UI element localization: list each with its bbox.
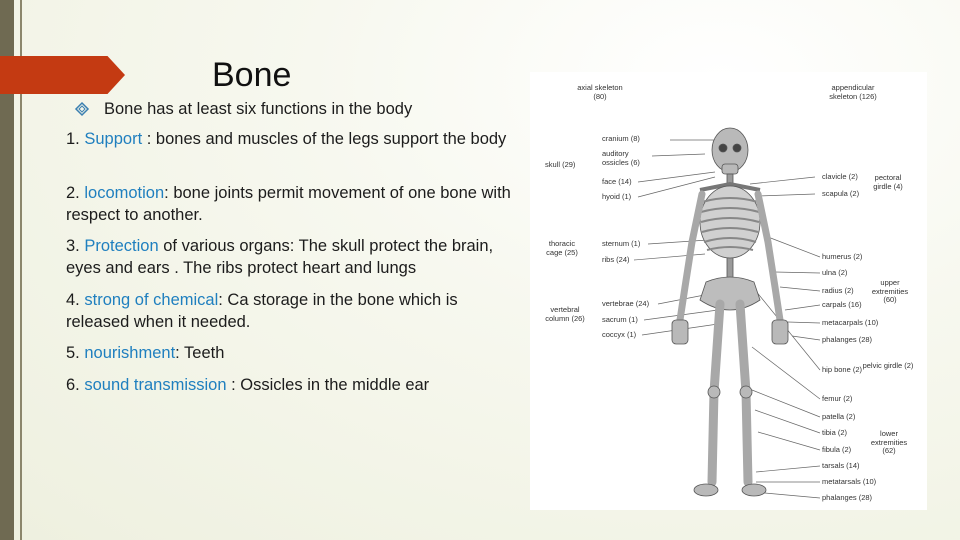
function-item-4	[66, 289, 521, 333]
label-humerus: humerus (2)	[822, 252, 863, 261]
function-keyword: sound transmission	[84, 376, 227, 394]
label-pectoral: pectoral girdle (4)	[873, 173, 903, 191]
label-ulna: ulna (2)	[822, 268, 848, 277]
function-text: of various organs: The skull protect the brain, eyes and ears . The ribs protect heart and lungs	[66, 237, 494, 277]
label-sacrum: sacrum (1)	[602, 315, 638, 324]
function-text: : Ca storage in the bone which is released when it needed.	[66, 291, 458, 331]
diamond-bullet-icon	[74, 101, 90, 117]
label-auditory: auditory ossicles (6)	[602, 149, 640, 167]
label-face: face (14)	[602, 177, 632, 186]
function-text: : bones and muscles of the legs support the body	[142, 130, 507, 148]
label-axial: axial skeleton (80)	[577, 83, 623, 101]
function-number: 2.	[66, 184, 80, 202]
label-carpals: carpals (16)	[822, 300, 862, 309]
function-number: 4.	[66, 291, 80, 309]
label-sternum: sternum (1)	[602, 239, 641, 248]
function-keyword: locomotion	[84, 184, 165, 202]
label-hyoid: hyoid (1)	[602, 192, 632, 201]
title-accent-tab	[0, 56, 125, 94]
label-tibia: tibia (2)	[822, 428, 848, 437]
function-keyword: nourishment	[84, 344, 176, 362]
label-skull: skull (29)	[545, 160, 576, 169]
intro-bullet	[74, 98, 412, 120]
label-clavicle: clavicle (2)	[822, 172, 858, 181]
function-number: 3.	[66, 237, 80, 255]
label-lower: lower extremities (62)	[870, 429, 908, 455]
label-vertebral: vertebral column (26)	[545, 305, 585, 323]
label-radius: radius (2)	[822, 286, 854, 295]
label-tarsals: tarsals (14)	[822, 461, 860, 470]
label-cranium: cranium (8)	[602, 134, 640, 143]
function-keyword: strong of chemical	[84, 291, 219, 309]
function-number: 6.	[66, 376, 80, 394]
label-phalanges-foot: phalanges (28)	[822, 493, 873, 502]
intro-text: Bone has at least six functions in the body	[104, 100, 413, 118]
label-hipbone: hip bone (2)	[822, 365, 863, 374]
function-item-1	[66, 128, 521, 150]
function-number: 1.	[66, 130, 80, 148]
function-item-6	[66, 374, 521, 396]
skeleton-figure	[530, 72, 927, 510]
label-metacarpals: metacarpals (10)	[822, 318, 879, 327]
label-phalanges-hand: phalanges (28)	[822, 335, 873, 344]
label-vertebrae: vertebrae (24)	[602, 299, 650, 308]
label-thoracic: thoracic cage (25)	[546, 239, 578, 257]
label-femur: femur (2)	[822, 394, 853, 403]
function-text: : Ossicles in the middle ear	[226, 376, 430, 394]
label-ribs: ribs (24)	[602, 255, 630, 264]
label-coccyx: coccyx (1)	[602, 330, 637, 339]
function-item-5	[66, 342, 521, 364]
function-text: : bone joints permit movement of one bone with respect to another.	[66, 184, 511, 224]
function-item-3	[66, 235, 521, 279]
function-number: 5.	[66, 344, 80, 362]
label-appendicular: appendicular skeleton (126)	[829, 83, 877, 101]
label-upper: upper extremities (60)	[871, 278, 909, 304]
function-text: : Teeth	[175, 344, 225, 362]
function-keyword: Protection	[84, 237, 159, 255]
label-metatarsals: metatarsals (10)	[822, 477, 877, 486]
function-item-2	[66, 182, 521, 226]
label-patella: patella (2)	[822, 412, 856, 421]
label-scapula: scapula (2)	[822, 189, 860, 198]
slide-title: Bone	[212, 56, 292, 94]
label-fibula: fibula (2)	[822, 445, 852, 454]
label-pelvic: pelvic girdle (2)	[862, 361, 914, 370]
function-keyword: Support	[84, 130, 143, 148]
